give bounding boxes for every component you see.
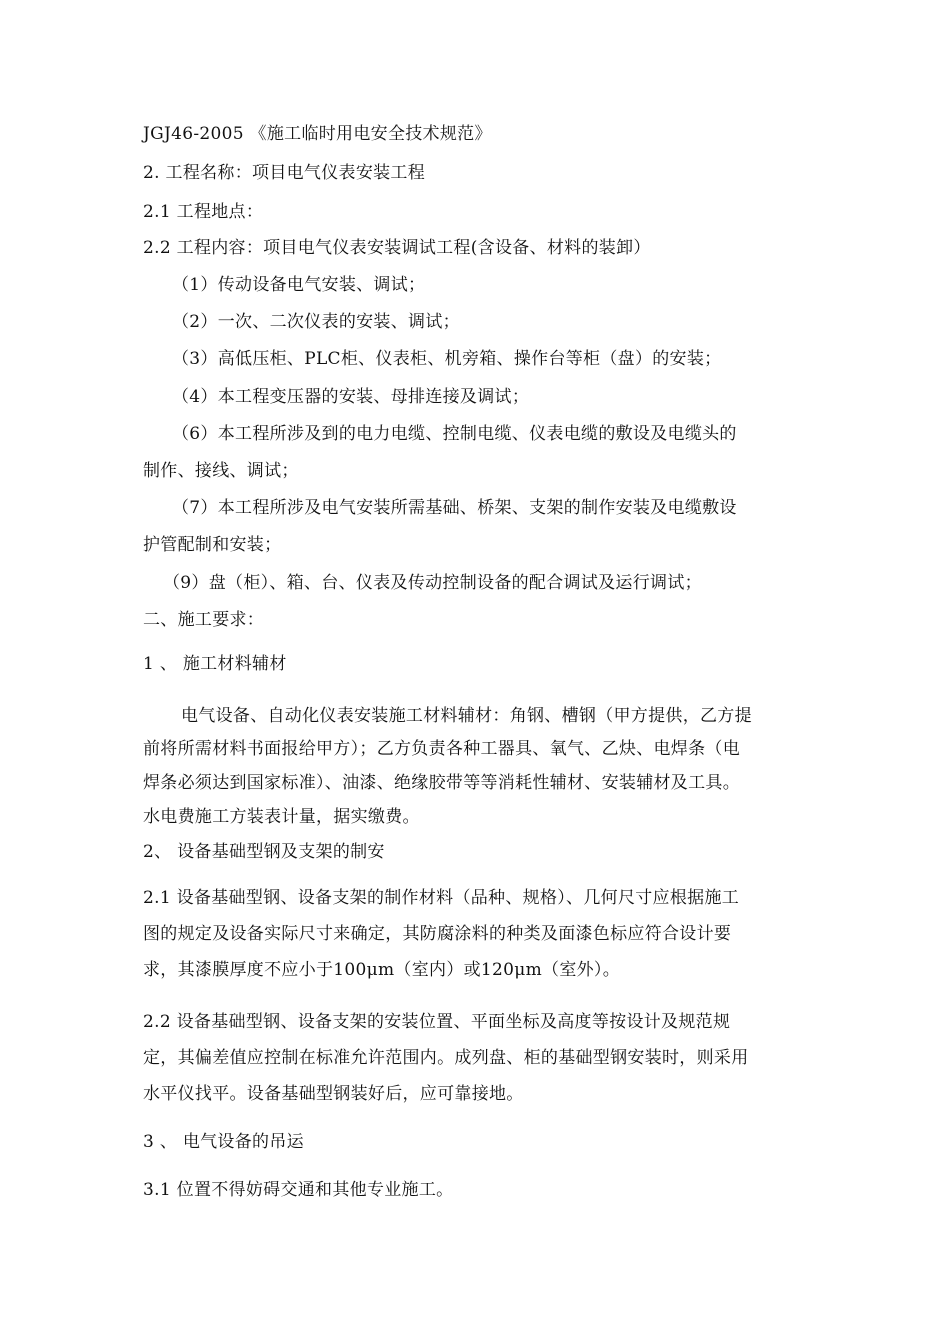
content-item-1: （1）传动设备电气安装、调试；	[172, 275, 426, 295]
clause-2-2-line-3: 水平仪找平。设备基础型钢装好后，应可靠接地。	[143, 1084, 524, 1104]
content-item-7: （7）本工程所涉及电气安装所需基础、桥架、支架的制作安装及电缆敷设	[172, 498, 737, 518]
paragraph-materials-line-4: 水电费施工方装表计量，据实缴费。	[143, 807, 420, 827]
clause-2-1-line-2: 图的规定及设备实际尺寸来确定，其防腐涂料的种类及面漆色标应符合设计要	[143, 924, 732, 944]
clause-2-2-line-1: 2.2 设备基础型钢、设备支架的安装位置、平面坐标及高度等按设计及规范规	[143, 1012, 731, 1032]
content-item-6-cont: 制作、接线、调试；	[143, 461, 299, 481]
project-content: 2.2 工程内容：项目电气仪表安装调试工程(含设备、材料的装卸）	[143, 238, 651, 258]
content-item-9: （9）盘（柜）、箱、台、仪表及传动控制设备的配合调试及运行调试；	[163, 573, 702, 593]
content-item-3: （3）高低压柜、PLC柜、仪表柜、机旁箱、操作台等柜（盘）的安装；	[172, 349, 722, 369]
clause-3-1: 3.1 位置不得妨碍交通和其他专业施工。	[143, 1180, 454, 1200]
paragraph-materials-line-2: 前将所需材料书面报给甲方）；乙方负责各种工器具、氧气、乙炔、电焊条（电	[143, 739, 740, 759]
content-item-7-cont: 护管配制和安装；	[143, 535, 282, 555]
paragraph-materials-line-1: 电气设备、自动化仪表安装施工材料辅材：角钢、槽钢（甲方提供，乙方提	[181, 706, 752, 726]
content-item-4: （4）本工程变压器的安装、母排连接及调试；	[172, 387, 530, 407]
project-name: 2. 工程名称：项目电气仪表安装工程	[143, 163, 426, 183]
content-item-2: （2）一次、二次仪表的安装、调试；	[172, 312, 460, 332]
clause-2-1-line-1: 2.1 设备基础型钢、设备支架的制作材料（品种、规格）、几何尺寸应根据施工	[143, 888, 740, 908]
project-location: 2.1 工程地点：	[143, 202, 264, 222]
subsection-heading-2: 2、 设备基础型钢及支架的制安	[143, 842, 385, 862]
section-heading-requirements: 二、施工要求：	[143, 610, 265, 630]
clause-2-1-line-3: 求，其漆膜厚度不应小于100μm（室内）或120μm（室外）。	[143, 960, 621, 980]
paragraph-materials-line-3: 焊条必须达到国家标准）、油漆、绝缘胶带等等消耗性辅材、安装辅材及工具。	[143, 773, 740, 793]
subsection-heading-1: 1 、 施工材料辅材	[143, 654, 287, 674]
content-item-6: （6）本工程所涉及到的电力电缆、控制电缆、仪表电缆的敷设及电缆头的	[172, 424, 737, 444]
standard-reference: JGJ46-2005 《施工临时用电安全技术规范》	[143, 124, 492, 144]
subsection-heading-3: 3 、 电气设备的吊运	[143, 1132, 304, 1152]
clause-2-2-line-2: 定，其偏差值应控制在标准允许范围内。成列盘、柜的基础型钢安装时，则采用	[143, 1048, 749, 1068]
